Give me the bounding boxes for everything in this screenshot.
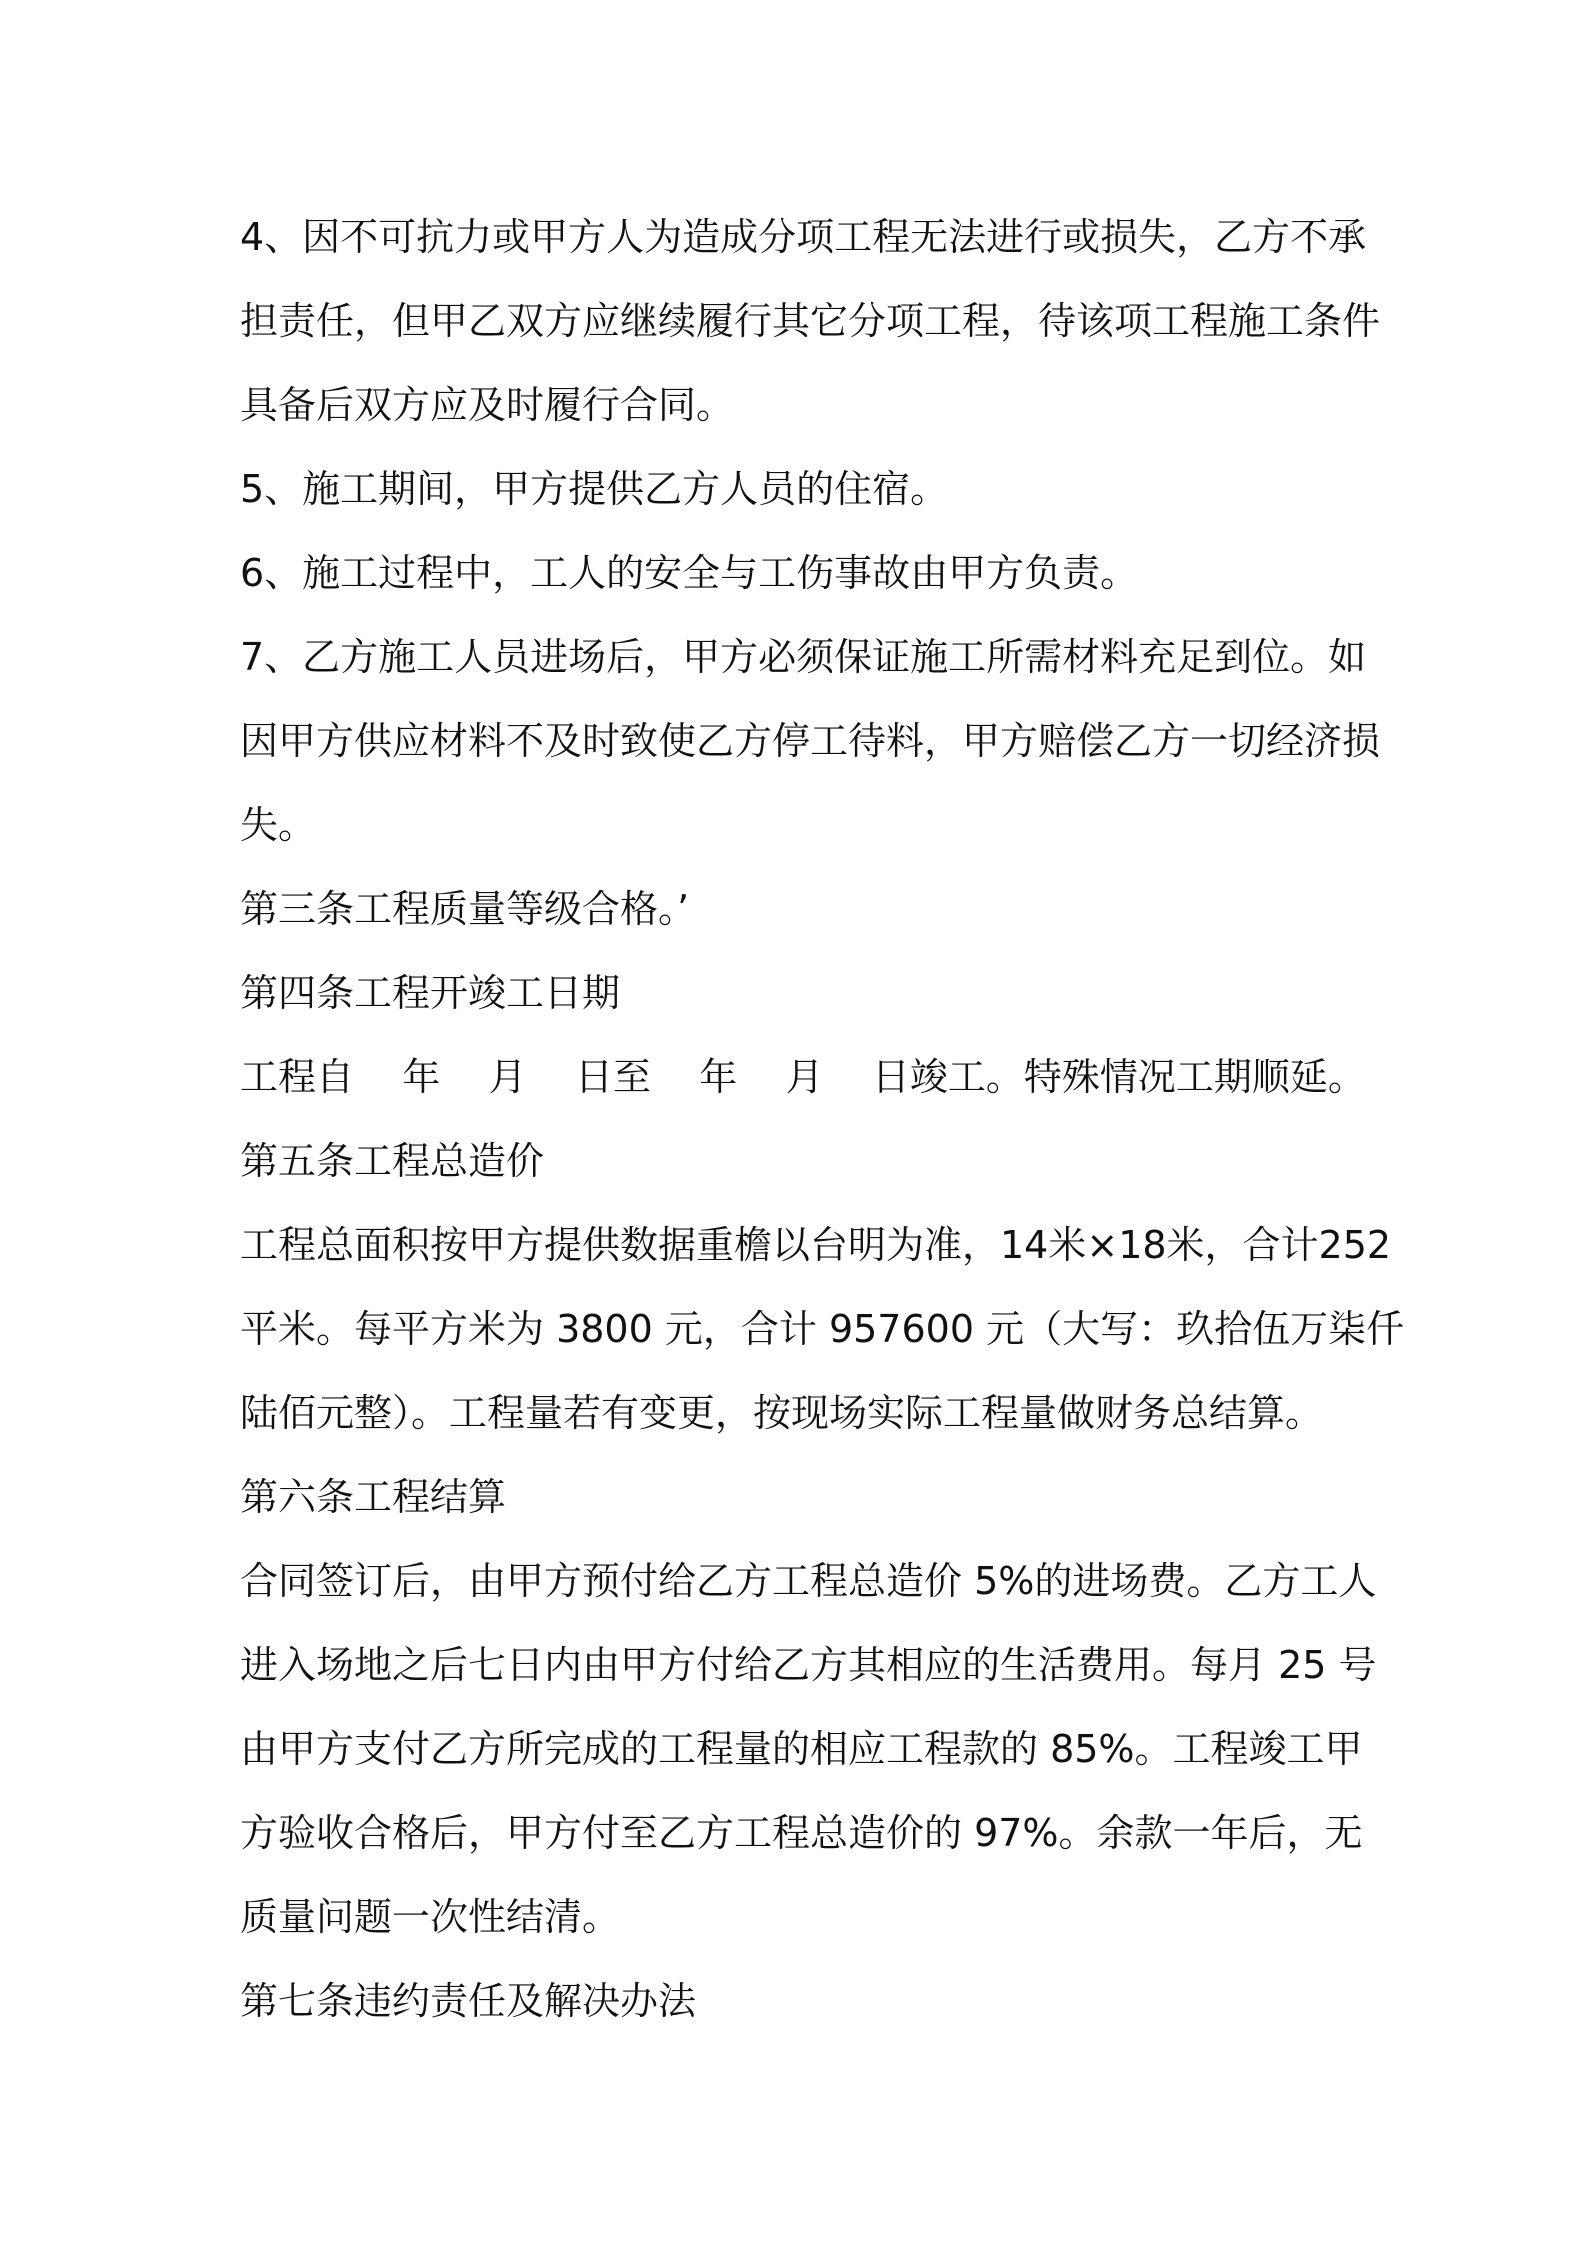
text-line: 6、施工过程中，工人的安全与工伤事故由甲方负责。 bbox=[240, 551, 1139, 595]
text-line: 第四条工程开竣工日期 bbox=[240, 971, 621, 1015]
text-line: 进入场地之后七日内由甲方付给乙方其相应的生活费用。每月 25 号 bbox=[240, 1643, 1377, 1687]
text-line: 4、因不可抗力或甲方人为造成分项工程无法进行或损失，乙方不承 bbox=[240, 215, 1367, 259]
text-line: 工程自 年 月 日至 年 月 日竣工。特殊情况工期顺延。 bbox=[240, 1055, 1366, 1099]
text-line: 第三条工程质量等级合格。’ bbox=[240, 887, 690, 931]
text-line: 方验收合格后，甲方付至乙方工程总造价的 97%。余款一年后，无 bbox=[240, 1811, 1363, 1855]
text-line: 7、乙方施工人员进场后，甲方必须保证施工所需材料充足到位。如 bbox=[240, 635, 1367, 679]
article-7-heading bbox=[240, 1959, 1356, 2043]
clause-6-paragraph bbox=[240, 531, 1356, 615]
text-line: 5、施工期间，甲方提供乙方人员的住宿。 bbox=[240, 467, 949, 511]
settlement-paragraph bbox=[240, 1539, 1377, 1959]
text-line: 失。 bbox=[240, 803, 317, 847]
schedule-paragraph bbox=[240, 1035, 1366, 1119]
text-line: 工程总面积按甲方提供数据重檐以台明为准，14米×18米，合计252 bbox=[240, 1223, 1392, 1267]
text-line: 第七条违约责任及解决办法 bbox=[240, 1979, 697, 2023]
article-6-heading bbox=[240, 1455, 1356, 1539]
article-3-heading bbox=[240, 867, 1356, 951]
document-body bbox=[240, 195, 1405, 2043]
text-line: 合同签订后，由甲方预付给乙方工程总造价 5%的进场费。乙方工人 bbox=[240, 1559, 1377, 1603]
clause-4-paragraph bbox=[240, 195, 1381, 447]
total-cost-paragraph bbox=[240, 1203, 1405, 1455]
clause-5-paragraph bbox=[240, 447, 1356, 531]
text-line: 质量问题一次性结清。 bbox=[240, 1895, 621, 1939]
text-line: 由甲方支付乙方所完成的工程量的相应工程款的 85%。工程竣工甲 bbox=[240, 1727, 1363, 1771]
text-line: 第五条工程总造价 bbox=[240, 1139, 545, 1183]
clause-7-paragraph bbox=[240, 615, 1381, 867]
text-line: 平米。每平方米为 3800 元，合计 957600 元（大写：玖拾伍万柒仟 bbox=[240, 1307, 1405, 1351]
article-5-heading bbox=[240, 1119, 1356, 1203]
text-line: 具备后双方应及时履行合同。 bbox=[240, 383, 735, 427]
text-line: 第六条工程结算 bbox=[240, 1475, 507, 1519]
article-4-heading bbox=[240, 951, 1356, 1035]
text-line: 担责任，但甲乙双方应继续履行其它分项工程，待该项工程施工条件 bbox=[240, 299, 1381, 343]
text-line: 因甲方供应材料不及时致使乙方停工待料，甲方赔偿乙方一切经济损 bbox=[240, 719, 1381, 763]
text-line: 陆佰元整）。工程量若有变更，按现场实际工程量做财务总结算。 bbox=[240, 1391, 1324, 1435]
